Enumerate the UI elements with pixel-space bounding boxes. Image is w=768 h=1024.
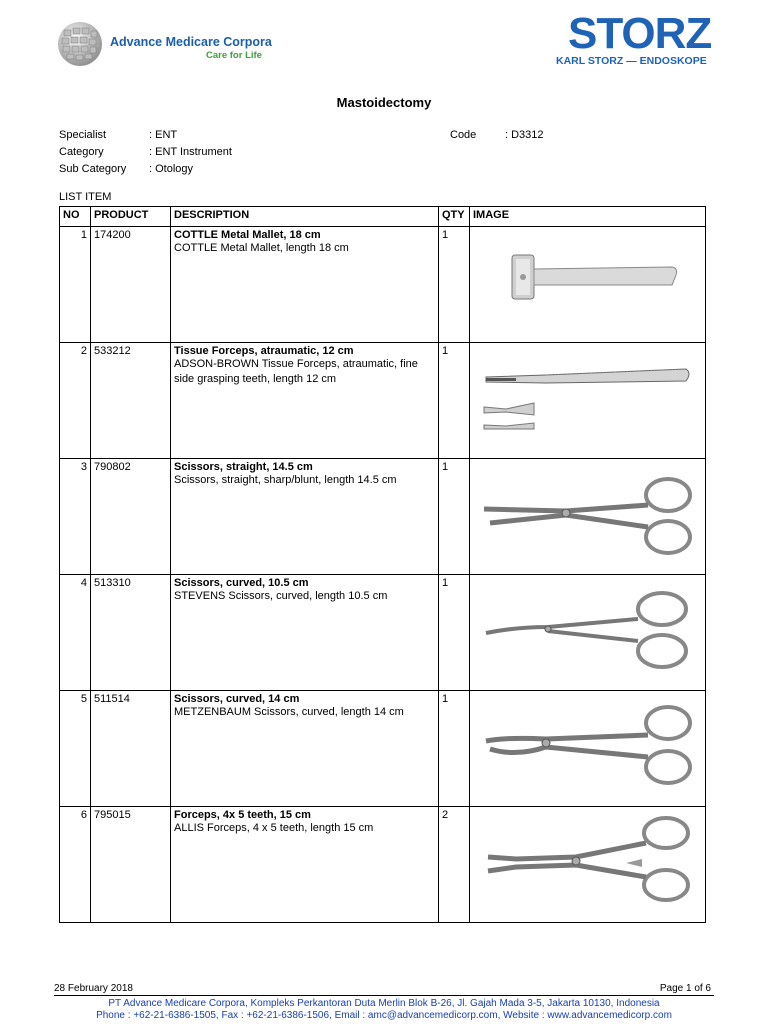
row-description xyxy=(171,459,439,575)
row-image xyxy=(470,807,706,923)
row-description xyxy=(171,807,439,923)
document-title: Mastoidectomy xyxy=(336,95,432,110)
subcategory-label: Sub Category xyxy=(59,163,127,175)
allis-forceps-image xyxy=(476,813,696,913)
row-description-body: METZENBAUM Scissors, curved, length 14 cm xyxy=(174,706,404,718)
row-description-title: Scissors, curved, 10.5 cm xyxy=(174,577,309,589)
category-value: : ENT Instrument xyxy=(149,146,232,158)
row-description-title: Forceps, 4x 5 teeth, 15 cm xyxy=(174,809,311,821)
row-image xyxy=(470,459,706,575)
row-product: 533212 xyxy=(91,343,171,459)
row-description-body: STEVENS Scissors, curved, length 10.5 cm xyxy=(174,590,388,602)
globe-icon xyxy=(54,16,106,68)
row-qty: 1 xyxy=(439,575,470,691)
meta-right xyxy=(450,127,650,147)
meta-left xyxy=(59,127,459,181)
table-row xyxy=(60,575,706,691)
subcategory-value: : Otology xyxy=(149,163,194,175)
straight-scissors-image xyxy=(476,465,696,565)
footer-page-number: Page 1 of 6 xyxy=(659,983,711,994)
row-description-body: ALLIS Forceps, 4 x 5 teeth, length 15 cm xyxy=(174,822,374,834)
company-logo xyxy=(54,16,284,76)
tissue-forceps-image xyxy=(476,349,696,449)
row-description-body: Scissors, straight, sharp/blunt, length 14.5 cm xyxy=(174,474,397,486)
curved-scissors-image xyxy=(476,697,696,797)
footer-divider xyxy=(54,995,714,996)
row-image xyxy=(470,691,706,807)
row-description xyxy=(171,575,439,691)
company-name: Advance Medicare Corpora xyxy=(110,35,272,49)
row-no: 6 xyxy=(60,807,91,923)
row-qty: 1 xyxy=(439,343,470,459)
curved-scissors-small-image xyxy=(476,581,696,681)
header-description: DESCRIPTION xyxy=(171,207,439,227)
row-product: 513310 xyxy=(91,575,171,691)
footer-date: 28 February 2018 xyxy=(54,983,133,994)
row-product: 795015 xyxy=(91,807,171,923)
brand-logo xyxy=(552,9,716,72)
header-no: NO xyxy=(60,207,91,227)
brand-main: STORZ xyxy=(568,9,712,58)
table-row xyxy=(60,807,706,923)
footer-address: PT Advance Medicare Corpora, Kompleks Perkantoran Duta Merlin Blok B-26, Jl. Gajah Mada 3-5, Jakarta 10130, Indonesia xyxy=(108,998,660,1009)
row-product: 511514 xyxy=(91,691,171,807)
row-product: 174200 xyxy=(91,227,171,343)
row-description-title: Scissors, straight, 14.5 cm xyxy=(174,461,313,473)
table-row xyxy=(60,227,706,343)
row-qty: 1 xyxy=(439,691,470,807)
row-description-title: Tissue Forceps, atraumatic, 12 cm xyxy=(174,345,354,357)
company-tagline: Care for Life xyxy=(206,50,262,61)
table-header-row xyxy=(60,207,706,227)
code-label: Code xyxy=(450,129,477,141)
items-table xyxy=(59,206,706,923)
header-product: PRODUCT xyxy=(91,207,171,227)
row-qty: 1 xyxy=(439,459,470,575)
row-image xyxy=(470,575,706,691)
row-qty: 1 xyxy=(439,227,470,343)
row-no: 1 xyxy=(60,227,91,343)
row-no: 3 xyxy=(60,459,91,575)
row-description-body: COTTLE Metal Mallet, length 18 cm xyxy=(174,242,349,254)
list-item-label: LIST ITEM xyxy=(59,191,112,203)
mallet-image xyxy=(476,233,696,333)
row-product: 790802 xyxy=(91,459,171,575)
row-image xyxy=(470,343,706,459)
row-description-title: COTTLE Metal Mallet, 18 cm xyxy=(174,229,321,241)
specialist-label: Specialist xyxy=(59,129,107,141)
row-qty: 2 xyxy=(439,807,470,923)
row-no: 4 xyxy=(60,575,91,691)
footer-contact: Phone : +62-21-6386-1505, Fax : +62-21-6386-1506, Email : amc@advancemedicorp.com, Website : www.advancemedicorp.com xyxy=(96,1010,672,1021)
row-no: 2 xyxy=(60,343,91,459)
table-row xyxy=(60,459,706,575)
category-label: Category xyxy=(59,146,104,158)
row-no: 5 xyxy=(60,691,91,807)
row-description xyxy=(171,691,439,807)
code-value: : D3312 xyxy=(505,129,544,141)
table-row xyxy=(60,691,706,807)
header-qty: QTY xyxy=(439,207,470,227)
specialist-value: : ENT xyxy=(149,129,178,141)
brand-sub: KARL STORZ — ENDOSKOPE xyxy=(556,55,707,67)
table-row xyxy=(60,343,706,459)
row-description xyxy=(171,343,439,459)
row-image xyxy=(470,227,706,343)
row-description-body: ADSON-BROWN Tissue Forceps, atraumatic, fine side grasping teeth, length 12 cm xyxy=(174,358,418,385)
row-description xyxy=(171,227,439,343)
row-description-title: Scissors, curved, 14 cm xyxy=(174,693,300,705)
header-image: IMAGE xyxy=(470,207,706,227)
